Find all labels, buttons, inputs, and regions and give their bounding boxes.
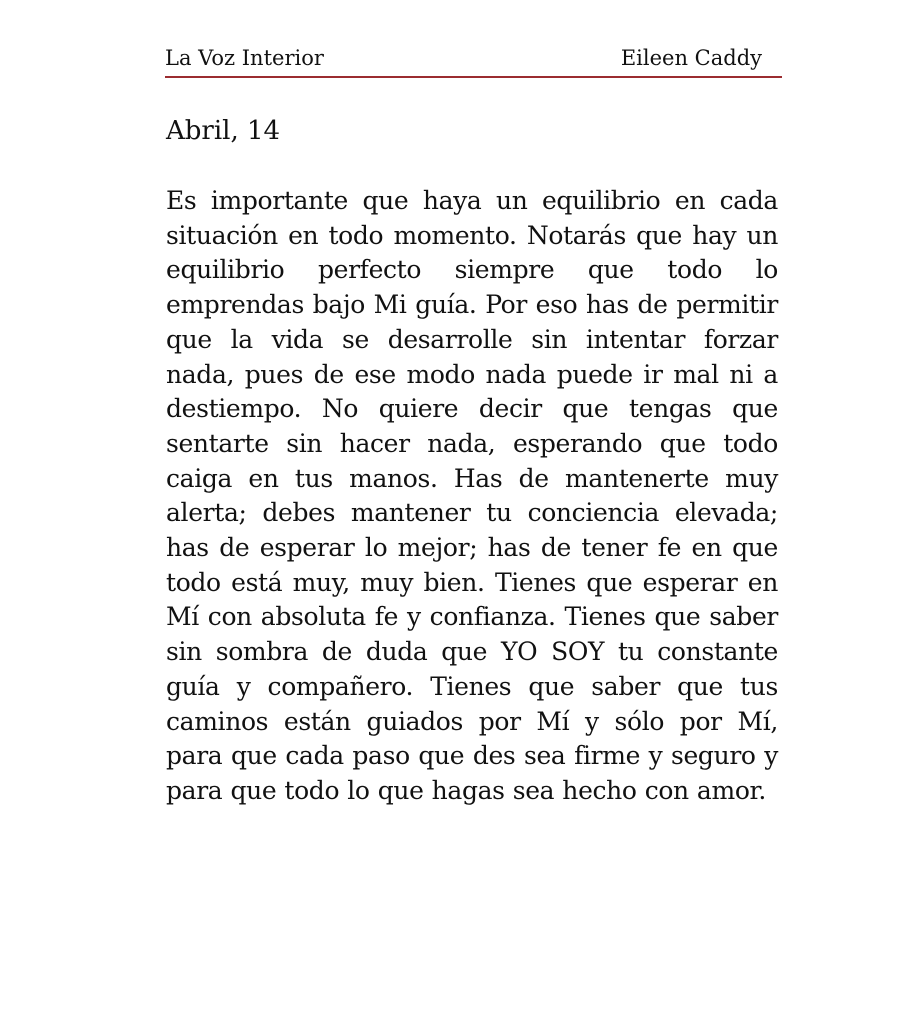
entry-date: Abril, 14 [166,116,281,146]
page-header [165,46,782,78]
entry-paragraph: Es importante que haya un equilibrio en cada situación en todo momento. Notarás que hay un equilibrio perfecto siempre que todo lo emprendas bajo Mi guía. Por eso has de permitir que la vida se desarrolle sin intentar forzar nada, pues de ese modo nada puede ir mal ni a destiempo. No quiere decir que tengas que sentarte sin hacer nada, esperando que todo caiga en tus manos. Has de mantenerte muy alerta; debes mantener tu conciencia elevada; has de esperar lo mejor; has de tener fe en que todo está muy, muy bien. Tienes que esperar en Mí con absoluta fe y confianza. Tienes que saber sin sombra de duda que YO SOY tu constante guía y compañero. Tienes que saber que tus caminos están guiados por Mí y sólo por Mí, para que cada paso que des sea firme y seguro y para que todo lo que hagas sea hecho con amor. [166,186,778,805]
book-author: Eileen Caddy [620,46,762,70]
book-title: La Voz Interior [165,46,324,70]
